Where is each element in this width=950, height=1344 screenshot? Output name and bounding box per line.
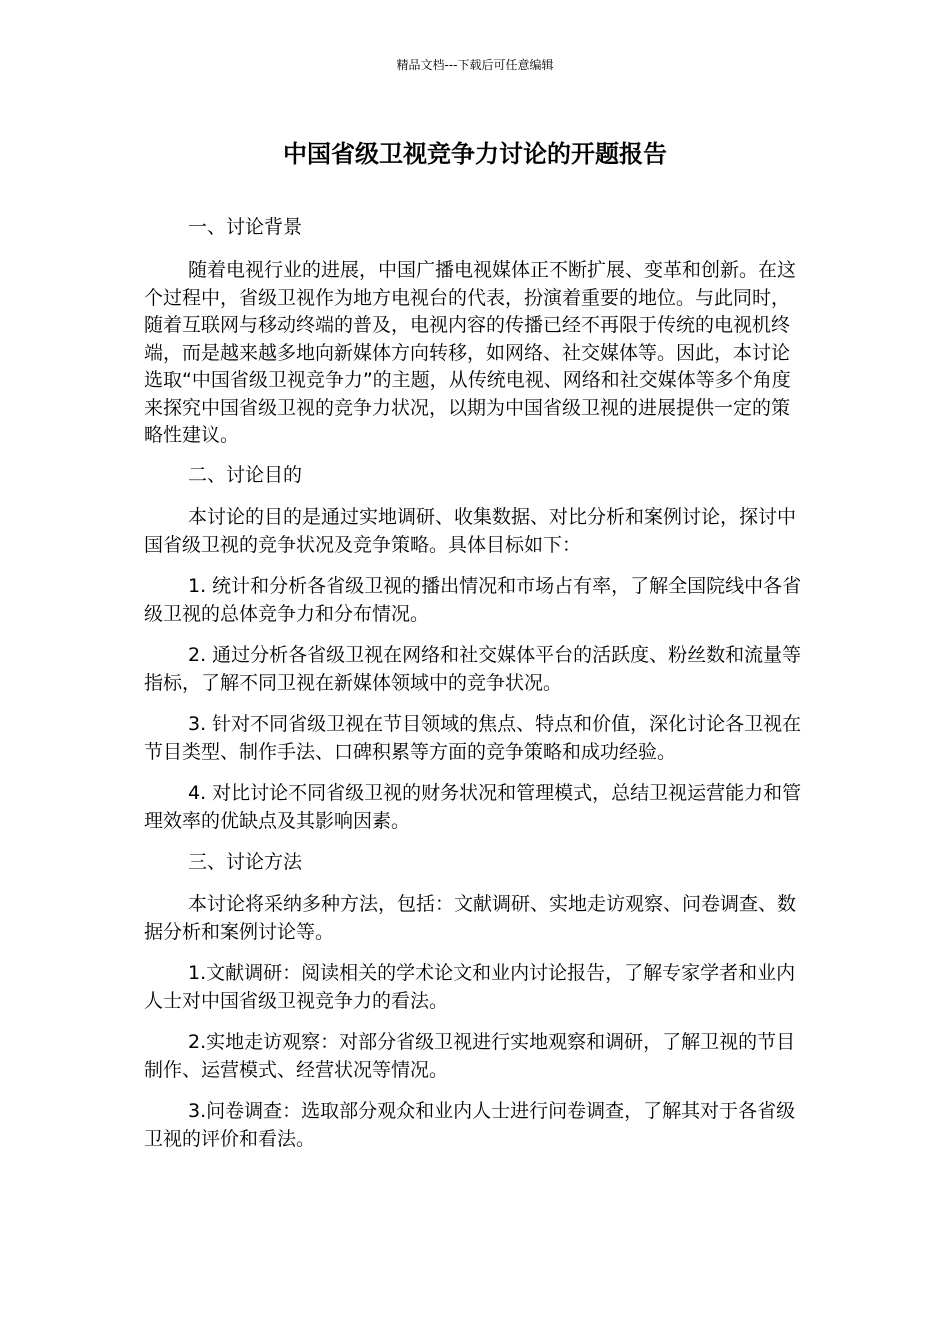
document-title: 中国省级卫视竞争力讨论的开题报告 (283, 140, 667, 168)
method-item-1: 1.文献调研：阅读相关的学术论文和业内讨论报告，了解专家学者和业内人士对中国省级卫视竞争力的看法。 (144, 962, 796, 1012)
purpose-paragraph: 本讨论的目的是通过实地调研、收集数据、对比分析和案例讨论，探讨中国省级卫视的竞争状况及竞争策略。具体目标如下： (144, 506, 797, 556)
background-paragraph: 随着电视行业的进展，中国广播电视媒体正不断扩展、变革和创新。在这个过程中，省级卫视作为地方电视台的代表，扮演着重要的地位。与此同时，随着互联网与移动终端的普及，电视内容的传播已经不再限于传统的电视机终端，而是越来越多地向新媒体方向转移，如网络、社交媒体等。因此，本讨论选取“中国省级卫视竞争力”的主题，从传统电视、网络和社交媒体等多个角度来探究中国省级卫视的竞争力状况，以期为中国省级卫视的进展提供一定的策略性建议。 (144, 259, 797, 446)
method-item-2: 2.实地走访观察：对部分省级卫视进行实地观察和调研，了解卫视的节目制作、运营模式、经营状况等情况。 (144, 1031, 796, 1081)
section-heading-background: 一、讨论背景 (188, 216, 303, 238)
purpose-item-3: 3. 针对不同省级卫视在节目领域的焦点、特点和价值，深化讨论各卫视在节目类型、制作手法、口碑积累等方面的竞争策略和成功经验。 (144, 713, 802, 763)
section-heading-purpose: 二、讨论目的 (188, 464, 303, 486)
purpose-item-1: 1. 统计和分析各省级卫视的播出情况和市场占有率，了解全国院线中各省级卫视的总体竞争力和分布情况。 (144, 575, 802, 625)
purpose-item-2: 2. 通过分析各省级卫视在网络和社交媒体平台的活跃度、粉丝数和流量等指标，了解不同卫视在新媒体领域中的竞争状况。 (144, 644, 802, 694)
method-item-3: 3.问卷调查：选取部分观众和业内人士进行问卷调查，了解其对于各省级卫视的评价和看法。 (144, 1100, 796, 1150)
purpose-item-4: 4. 对比讨论不同省级卫视的财务状况和管理模式，总结卫视运营能力和管理效率的优缺点及其影响因素。 (144, 782, 802, 832)
methods-paragraph: 本讨论将采纳多种方法，包括：文献调研、实地走访观察、问卷调查、数据分析和案例讨论等。 (144, 893, 797, 943)
section-heading-methods: 三、讨论方法 (188, 851, 303, 873)
page-header-watermark: 精品文档---下载后可任意编辑 (396, 58, 554, 72)
